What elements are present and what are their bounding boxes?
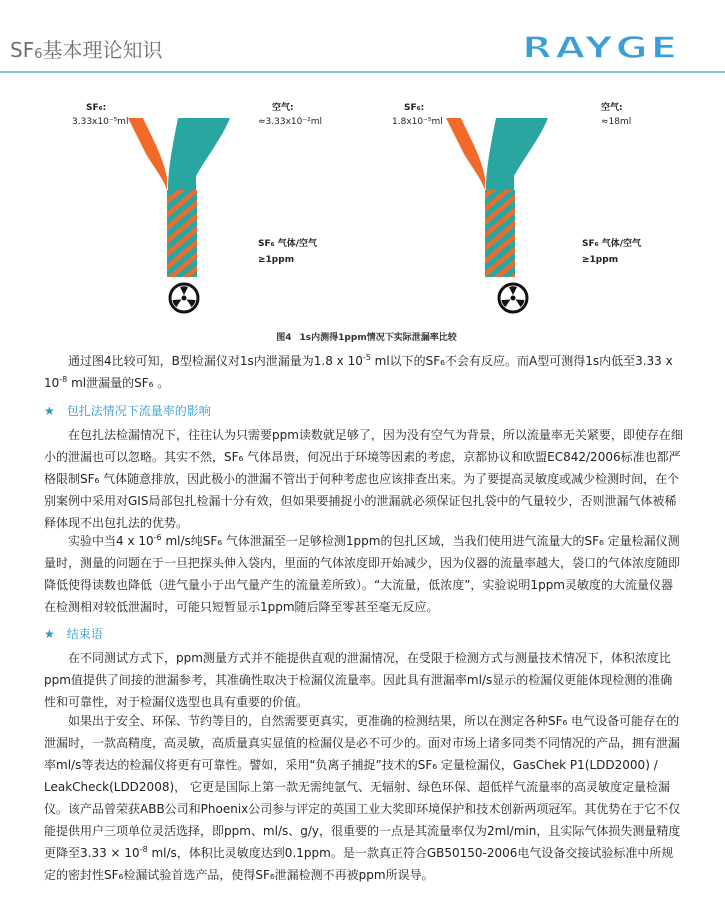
sf6-value-b: 1.8x10⁻⁵ml	[392, 117, 443, 127]
paragraph-product-recommendation: 如果出于安全、环保、节约等目的，自然需要更真实，更准确的检测结果，所以在测定各种SF₆ 电气设备可能存在的泄漏时，一款高精度，高灵敏，高质量真实显值的检漏仪是必不可少的。面对市场上诸多同类不同情况的产品，拥有泄漏率ml/s等表达的检漏仪将更有可靠性。譬如，采用“负离子捕捉”技术的SF₆ 定量检漏仪，GasChek P1(LDD2000) / LeakCheck(LDD2008)， 它更是国际上第一款无需纯氩气、无辐射、绿色环保、超低样气流量率的高灵敏度定量检漏仪。该产品曾荣获ABB公司和Phoenix公司参与评定的英国工业大奖即环境保护和技术创新两项冠军。其优势在于它不仅能提供用户三项单位灵活选择，即ppm、ml/s、g/y，很重要的一点是其流量率仅为2ml/min，且实际气体损失测量精度更降至$3.33 \times 10^{-8}$ ml/s，体积比灵敏度达到0.1ppm。是一款真正符合GB50150-2006电气设备交接试验标准中所规定的密封性SF₆检漏试验首选产品，使得SF₆泄漏检测不再被ppm所误导。	[44, 714, 681, 882]
svg-text:RAYGE: RAYGE	[522, 31, 680, 62]
air-value-b: ≈18ml	[601, 117, 632, 127]
air-value-a: ≈3.33x10⁻²ml	[258, 117, 322, 127]
sf6-label-a: SF₆:	[86, 103, 107, 113]
sf6-stream-a	[128, 118, 167, 190]
figure-caption	[0, 330, 725, 343]
paragraph-wrapping-method: 在包扎法检漏情况下，往往认为只需要ppm读数就足够了，因为没有空气为背景，所以流量率无关紧要，即使存在细小的泄漏也可以忽略。其实不然，SF₆ 气体昂贵，何况出于环境等因素的考虑，京都协议和欧盟EC842/2006标准也都严格限制SF₆ 气体随意排放，因此极小的泄漏不管出于何种考虑也应该排查出来。为了要提高灵敏度或减少检测时间，在个别案例中采用对GIS局部包扎检漏十分有效，但如果要捕捉小的泄漏就必须保证包扎袋中的气量较少，否则泄漏气体被稀释体现不出包扎法的优势。	[44, 428, 683, 530]
leak-diagram-a	[128, 118, 230, 277]
sf6-stream-b	[446, 118, 485, 190]
page-header	[0, 0, 725, 72]
caption-number: 图4	[276, 333, 292, 343]
page-title: $SF_6$基本理论知识	[10, 38, 163, 62]
figure-4	[0, 78, 725, 350]
section-heading-conclusion: ★ 结束语	[44, 627, 103, 641]
gas-ratio-label-b: SF₆ 气体/空气	[582, 239, 641, 249]
star-icon: ★	[44, 404, 55, 418]
fan-icon-b	[499, 284, 527, 312]
section-heading-wrapping: ★ 包扎法情况下流量率的影响	[44, 404, 211, 418]
gas-ratio-value-b: ≥1ppm	[582, 255, 619, 265]
mixed-gas-channel-a	[167, 190, 197, 277]
sf6-label-b: SF₆:	[404, 103, 425, 113]
fan-icon-a	[170, 284, 198, 312]
air-label-a: 空气:	[272, 103, 294, 113]
gas-ratio-label-a: SF₆ 气体/空气	[258, 239, 317, 249]
air-stream-a	[168, 118, 230, 190]
gas-ratio-value-a: ≥1ppm	[258, 255, 295, 265]
rayge-logo	[522, 30, 682, 62]
header-divider	[0, 71, 725, 73]
paragraph-figure-comparison: 通过图4比较可知，B型检漏仪对1s内泄漏量为1.8 x $10^{-5}$ ml以下的SF₆不会有反应。而A型可测得1s内低至3.33 x $10^{-8}$ ml泄漏量的SF₆ 。	[44, 353, 673, 390]
air-stream-b	[486, 118, 548, 190]
paragraph-experiment: 实验中当4 x $10^{-6}$ ml/s纯SF₆ 气体泄漏至一足够检测1ppm的包扎区域，当我们使用进气流量大的SF₆ 定量检漏仪测量时，测量的问题在于一旦把探头伸入袋内，里面的气体浓度即开始减少，因为仪器的流量率越大，袋口的气体浓度随即降低使得读数也降低（进气量小于出气量产生的流量差所致）。“大流量，低浓度”，实验说明1ppm灵敏度的大流量仪器在检测相对较低泄漏时，可能只短暂显示1ppm随后降至零甚至毫无反应。	[44, 533, 681, 614]
caption-text: 1s内测得1ppm情况下实际泄漏率比较	[299, 333, 457, 343]
paragraph-conclusion: 在不同测试方式下，ppm测量方式并不能提供直观的泄漏情况，在受限于检测方式与测量技术情况下，体积浓度比ppm值提供了间接的泄漏参考，其准确性取决于检漏仪流量率。因此具有泄漏率ml/s显示的检漏仪更能体现检测的准确性和可靠性，对于检漏仪选型也具有重要的价值。	[44, 651, 673, 709]
air-label-b: 空气:	[601, 103, 623, 113]
star-icon: ★	[44, 627, 55, 641]
mixed-gas-channel-b	[485, 190, 515, 277]
sf6-value-a: 3.33x10⁻⁵ml	[72, 117, 129, 127]
leak-diagram-b	[446, 118, 548, 277]
